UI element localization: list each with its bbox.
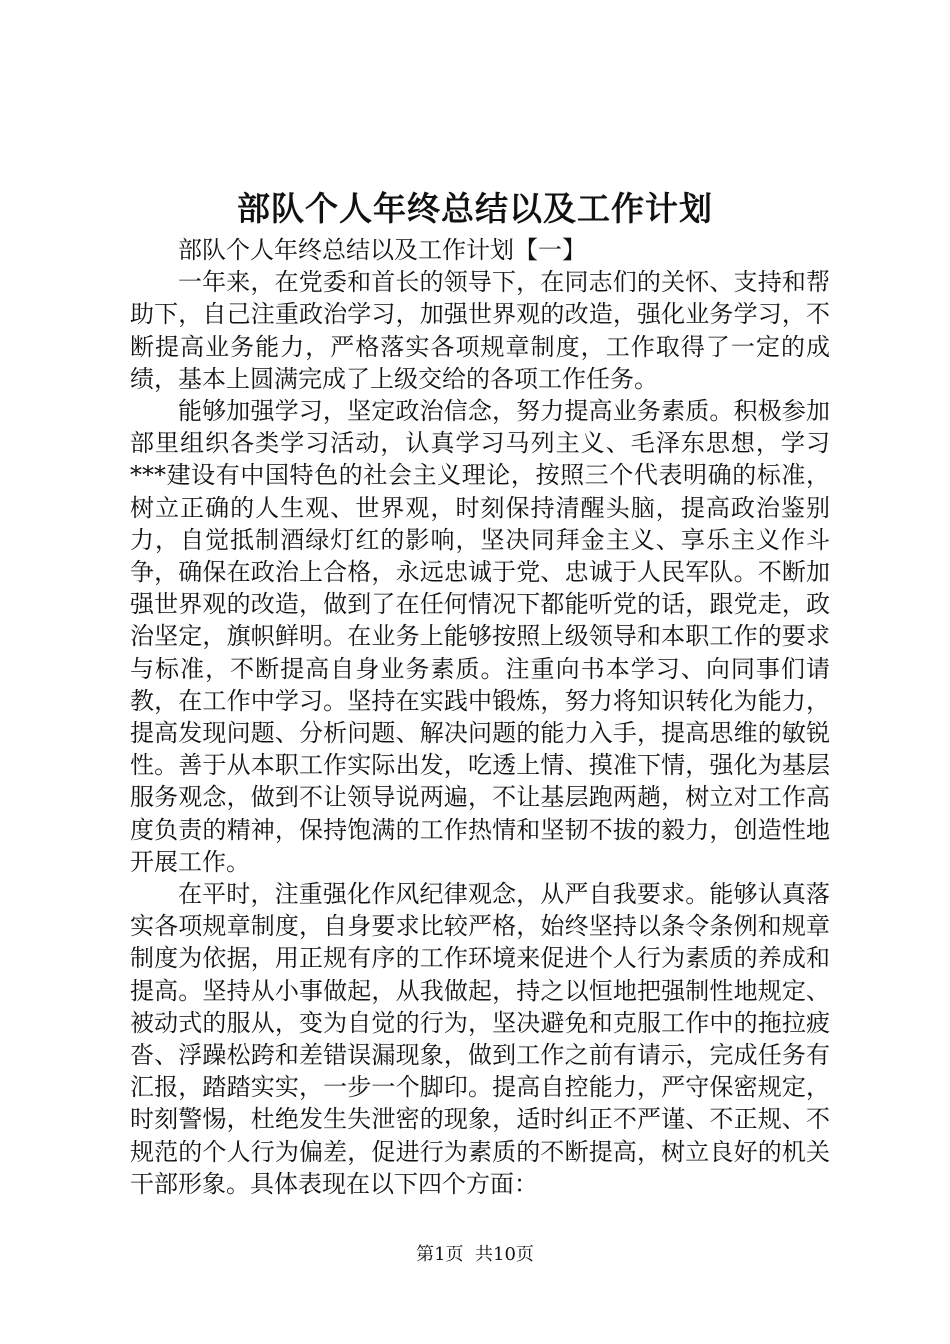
page-number: 第1页 bbox=[416, 1244, 464, 1265]
section-subheading: 部队个人年终总结以及工作计划【一】 bbox=[178, 236, 586, 264]
page-total: 共10页 bbox=[475, 1244, 534, 1265]
body-paragraph: 一年来，在党委和首长的领导下，在同志们的关怀、支持和帮助下，自己注重政治学习，加强世界观的改造，强化业务学习，不断提高业务能力，严格落实各项规章制度，工作取得了一定的成绩，基本上圆满完成了上级交给的各项工作任务。 bbox=[130, 268, 830, 393]
page-footer bbox=[0, 1242, 950, 1268]
document-title: 部队个人年终总结以及工作计划 bbox=[237, 189, 713, 228]
body-paragraph: 在平时，注重强化作风纪律观念，从严自我要求。能够认真落实各项规章制度，自身要求比较严格，始终坚持以条令条例和规章制度为依据，用正规有序的工作环境来促进个人行为素质的养成和提高。坚持从小事做起，从我做起，持之以恒地把强制性地规定、被动式的服从，变为自觉的行为，坚决避免和克服工作中的拖拉疲沓、浮躁松跨和差错误漏现象，做到工作之前有请示，完成任务有汇报，踏踏实实，一步一个脚印。提高自控能力，严守保密规定，时刻警惕，杜绝发生失泄密的现象，适时纠正不严谨、不正规、不规范的个人行为偏差，促进行为素质的不断提高，树立良好的机关干部形象。具体表现在以下四个方面： bbox=[130, 880, 830, 1198]
body-paragraph: 能够加强学习，坚定政治信念，努力提高业务素质。积极参加部里组织各类学习活动，认真学习马列主义、毛泽东思想，学习***建设有中国特色的社会主义理论，按照三个代表明确的标准，树立正确的人生观、世界观，时刻保持清醒头脑，提高政治鉴别力，自觉抵制酒绿灯红的影响，坚决同拜金主义、享乐主义作斗争，确保在政治上合格，永远忠诚于党、忠诚于人民军队。不断加强世界观的改造，做到了在任何情况下都能听党的话，跟党走，政治坚定，旗帜鲜明。在业务上能够按照上级领导和本职工作的要求与标准，不断提高自身业务素质。注重向书本学习、向同事们请教，在工作中学习。坚持在实践中锻炼，努力将知识转化为能力，提高发现问题、分析问题、解决问题的能力入手，提高思维的敏锐性。善于从本职工作实际出发，吃透上情、摸准下情，强化为基层服务观念，做到不让领导说两遍，不让基层跑两趟，树立对工作高度负责的精神，保持饱满的工作热情和坚韧不拔的毅力，创造性地开展工作。 bbox=[130, 397, 830, 876]
document-body bbox=[130, 234, 830, 1200]
